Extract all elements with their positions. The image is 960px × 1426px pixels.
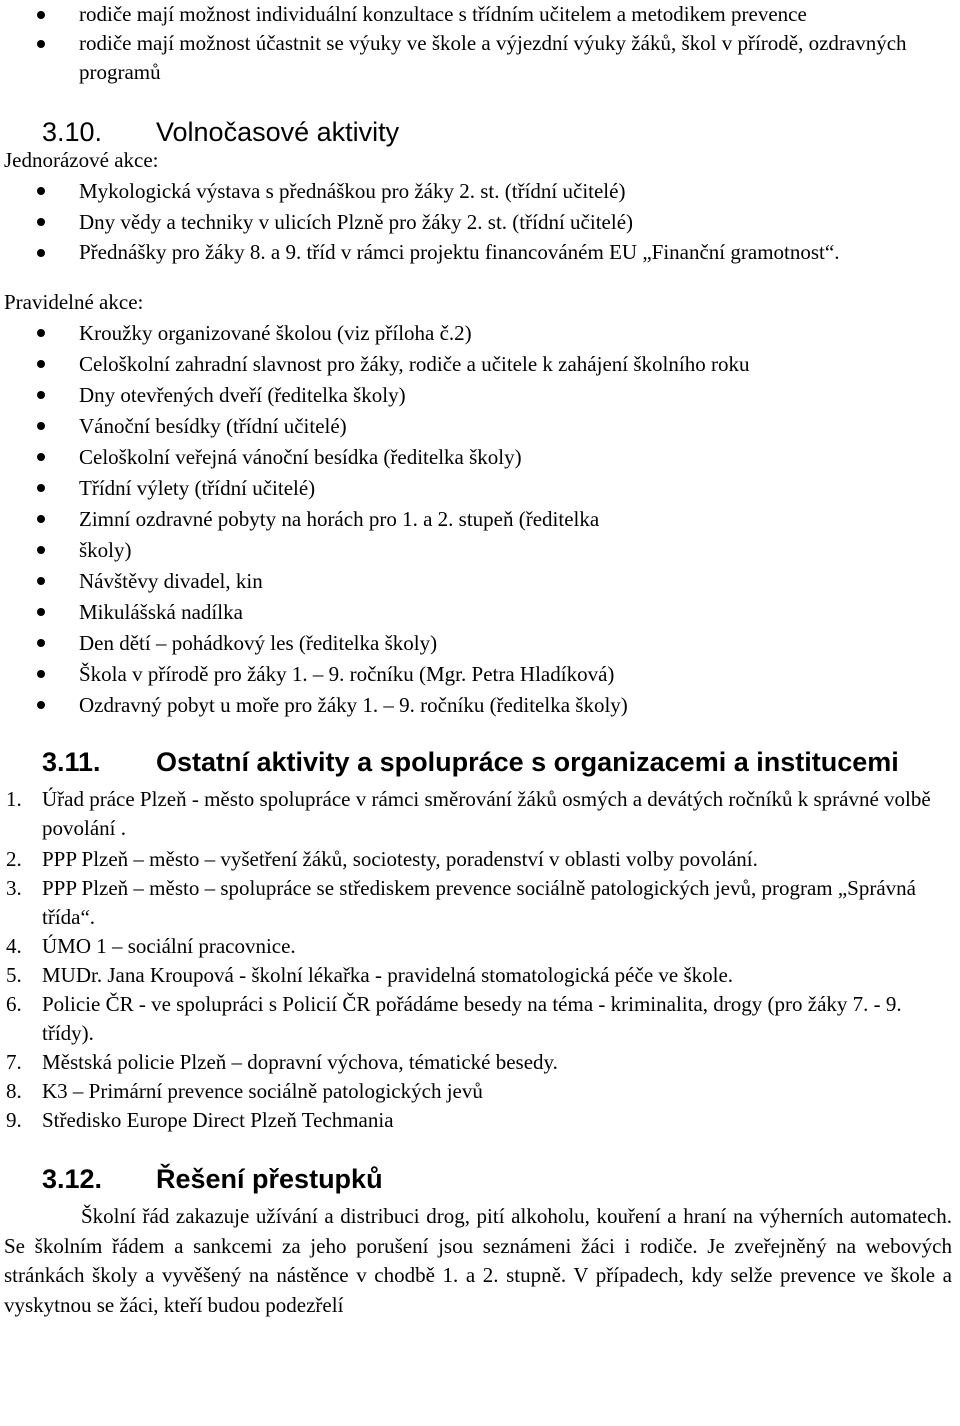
- section-number: 3.12.: [42, 1164, 103, 1194]
- section-title: Ostatní aktivity a spolupráce s organizacemi a institucemi: [156, 747, 899, 777]
- item-number: 5.: [6, 963, 22, 987]
- list-item: školy): [0, 535, 960, 566]
- list-item: Dny otevřených dveří (ředitelka školy): [0, 380, 960, 411]
- item-text: Středisko Europe Direct Plzeň Techmania: [42, 1108, 394, 1132]
- list-item: [0, 874, 960, 932]
- list-item: Den dětí – pohádkový les (ředitelka školy): [0, 628, 960, 659]
- item-text: PPP Plzeň – město – spolupráce se střediskem prevence sociálně patologických jevů, program „Správná třída“.: [42, 876, 916, 929]
- list-item: Škola v přírodě pro žáky 1. – 9. ročníku (Mgr. Petra Hladíková): [0, 659, 960, 690]
- list-item: Návštěvy divadel, kin: [0, 566, 960, 597]
- list-item: [0, 990, 960, 1048]
- item-text: Úřad práce Plzeň - město spolupráce v rámci směrování žáků osmých a devátých ročníků k správné volbě povolání .: [42, 787, 931, 840]
- list-item: Vánoční besídky (třídní učitelé): [0, 411, 960, 442]
- one-time-list: [0, 176, 960, 267]
- list-item: Zimní ozdravné pobyty na horách pro 1. a 2. stupeň (ředitelka: [0, 504, 960, 535]
- list-item: Přednášky pro žáky 8. a 9. tříd v rámci projektu financováném EU „Finanční gramotnost“.: [0, 238, 960, 267]
- intro-list: [0, 0, 960, 87]
- item-text: PPP Plzeň – město – vyšetření žáků, sociotesty, poradenství v oblasti volby povolání.: [42, 847, 758, 871]
- item-text: Policie ČR - ve spolupráci s Policií ČR pořádáme besedy na téma - kriminalita, drogy (pro žáky 7. - 9. třídy).: [42, 992, 902, 1045]
- list-item: [0, 1106, 960, 1135]
- list-item: Mikulášská nadílka: [0, 597, 960, 628]
- list-item: [0, 845, 960, 874]
- item-number: 8.: [6, 1079, 22, 1103]
- section-heading-3-12: [0, 1162, 960, 1196]
- section-number: 3.10.: [42, 117, 103, 147]
- item-text: ÚMO 1 – sociální pracovnice.: [42, 934, 296, 958]
- one-time-heading: Jednorázové akce:: [4, 148, 159, 172]
- list-item: [0, 961, 960, 990]
- section-title: Volnočasové aktivity: [156, 117, 400, 147]
- list-item: [0, 785, 960, 843]
- item-text: MUDr. Jana Kroupová - školní lékařka - pravidelná stomatologická péče ve škole.: [42, 963, 734, 987]
- section-heading-3-11: [0, 745, 960, 779]
- regular-heading: Pravidelné akce:: [4, 290, 144, 314]
- list-item: Kroužky organizované školou (viz příloha č.2): [0, 318, 960, 349]
- section-title: Řešení přestupků: [156, 1164, 383, 1194]
- list-item: Ozdravný pobyt u moře pro žáky 1. – 9. ročníku (ředitelka školy): [0, 690, 960, 721]
- item-text: Městská policie Plzeň – dopravní výchova, tématické besedy.: [42, 1050, 558, 1074]
- list-item: [0, 1077, 960, 1106]
- item-number: 7.: [6, 1050, 22, 1074]
- item-number: 6.: [6, 992, 22, 1016]
- list-item: Celoškolní zahradní slavnost pro žáky, rodiče a učitele k zahájení školního roku: [0, 349, 960, 380]
- regular-list: [0, 318, 960, 721]
- paragraph: Školní řád zakazuje užívání a distribuci drog, pití alkoholu, kouření a hraní na výherních automatech. Se školním řádem a sankcemi za jeho porušení jsou seznámeni žáci i rodiče. Je zveřejněný na webových stránkách školy a vyvěšený na nástěnce v chodbě 1. a 2. stupně. V případech, kdy selže prevence ve škole a vyskytnou se žáci, kteří budou podezřelí: [4, 1204, 952, 1317]
- list-item: Dny vědy a techniky v ulicích Plzně pro žáky 2. st. (třídní učitelé): [0, 207, 960, 238]
- list-item: Třídní výlety (třídní učitelé): [0, 473, 960, 504]
- list-item: Celoškolní veřejná vánoční besídka (ředitelka školy): [0, 442, 960, 473]
- item-text: K3 – Primární prevence sociálně patologických jevů: [42, 1079, 483, 1103]
- list-item: rodiče mají možnost účastnit se výuky ve škole a výjezdní výuky žáků, škol v přírodě, ozdravných programů: [0, 29, 960, 87]
- section-number: 3.11.: [42, 747, 101, 777]
- section-heading-3-10: [0, 115, 960, 149]
- organizations-list: [0, 785, 960, 1135]
- list-item: Mykologická výstava s přednáškou pro žáky 2. st. (třídní učitelé): [0, 176, 960, 207]
- list-item: [0, 932, 960, 961]
- item-number: 4.: [6, 934, 22, 958]
- list-item: rodiče mají možnost individuální konzultace s třídním učitelem a metodikem prevence: [0, 0, 960, 29]
- item-number: 2.: [6, 847, 22, 871]
- list-item: [0, 1048, 960, 1077]
- item-number: 3.: [6, 876, 22, 900]
- item-number: 9.: [6, 1108, 22, 1132]
- item-number: 1.: [6, 787, 22, 811]
